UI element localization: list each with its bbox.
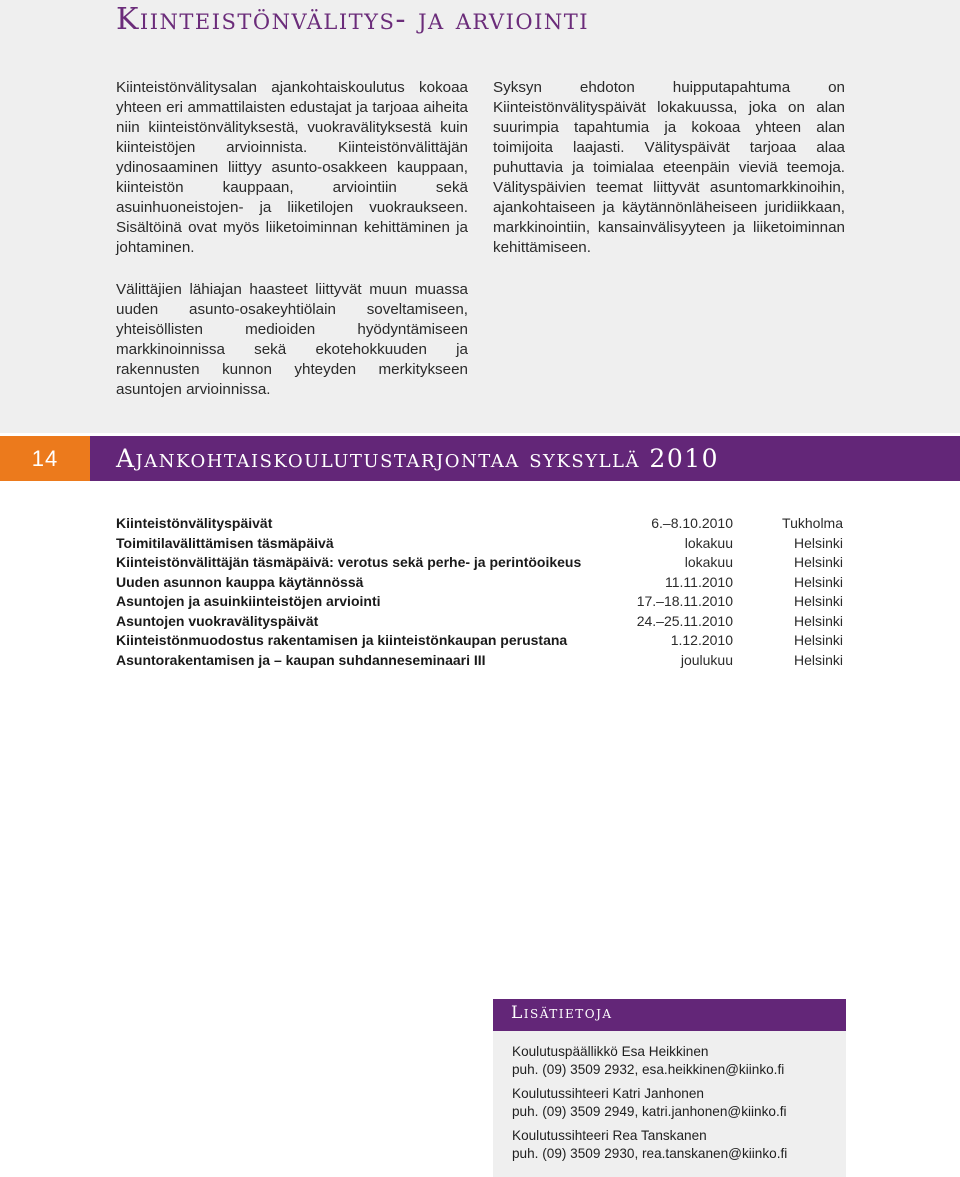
course-row	[116, 651, 846, 671]
contact-entry	[512, 1043, 846, 1078]
course-date: joulukuu	[680, 651, 733, 668]
course-place: Helsinki	[793, 573, 843, 590]
intro-left-column	[116, 78, 468, 400]
contact-details: puh. (09) 3509 2930, rea.tanskanen@kiinko.fi	[512, 1145, 788, 1161]
contact-entry	[512, 1085, 846, 1120]
course-row	[116, 573, 846, 593]
course-row	[116, 592, 846, 612]
section-header	[0, 436, 960, 481]
course-date: lokakuu	[684, 554, 733, 570]
contact-name: Koulutussihteeri Katri Janhonen	[512, 1086, 704, 1101]
section-title-bar	[90, 436, 960, 481]
course-place: Helsinki	[793, 632, 843, 648]
contact-name: Koulutuspäällikkö Esa Heikkinen	[512, 1044, 709, 1059]
course-name: Kiinteistönmuodostus rakentamisen ja kiinteistönkaupan perustana	[116, 632, 568, 648]
course-list	[116, 514, 846, 670]
course-place: Helsinki	[793, 612, 843, 629]
intro-paragraph: Välittäjien lähiajan haasteet liittyvät muun muassa uuden asunto-osakeyhtiölain soveltamiseen, yhteisöllisten medioiden hyödyntämiseen markkinoinnissa sekä ekotehokkuuden ja rakennusten kunnon yhteyden merkitykseen asuntojen arvioinnissa.	[116, 281, 468, 398]
course-place: Helsinki	[793, 554, 843, 570]
course-row	[116, 514, 846, 534]
course-date: 1.12.2010	[670, 632, 733, 648]
course-place: Helsinki	[793, 593, 843, 609]
course-row	[116, 553, 846, 573]
course-date: 24.–25.11.2010	[636, 612, 733, 629]
course-row	[116, 612, 846, 632]
course-date: lokakuu	[684, 534, 733, 551]
section-number: 14	[0, 436, 90, 481]
course-name: Toimitilavälittämisen täsmäpäivä	[116, 534, 334, 551]
section-title: Ajankohtaiskoulutustarjontaa syksyllä 2010	[116, 444, 720, 473]
contact-details: puh. (09) 3509 2949, katri.janhonen@kiinko.fi	[512, 1103, 787, 1119]
course-name: Uuden asunnon kauppa käytännössä	[116, 573, 364, 590]
course-name: Kiinteistönvälityspäivät	[116, 515, 273, 531]
course-name: Asuntorakentamisen ja – kaupan suhdanneseminaari III	[116, 651, 486, 668]
contact-info-box	[493, 999, 846, 1177]
contact-details: puh. (09) 3509 2932, esa.heikkinen@kiinko.fi	[512, 1061, 785, 1077]
intro-paragraph: Syksyn ehdoton huipputapahtuma on Kiinteistönvälityspäivät lokakuussa, joka on alan suurimpia tapahtumia ja kokoaa yhteen alan toimijoita laajasti. Välityspäivät tarjoaa alaa puhuttavia ja toimialaa eteenpäin vieviä teemoja. Välityspäivien teemat liittyvät asuntomarkkinoihin, ajankohtaiseen ja käytännönläheiseen juridiikkaan, markkinointiin, kansainvälisyyteen ja liiketoiminnan kehittämiseen.	[493, 79, 845, 256]
intro-right-column	[493, 78, 845, 258]
course-row	[116, 631, 846, 651]
course-date: 6.–8.10.2010	[651, 515, 733, 531]
course-date: 11.11.2010	[665, 573, 733, 590]
course-name: Asuntojen vuokravälityspäivät	[116, 612, 319, 629]
course-date: 17.–18.11.2010	[636, 593, 733, 609]
course-name: Kiinteistönvälittäjän täsmäpäivä: verotus sekä perhe- ja perintöoikeus	[116, 554, 582, 570]
course-row	[116, 534, 846, 554]
contact-entry	[512, 1127, 846, 1162]
intro-paragraph: Kiinteistönvälitysalan ajankohtaiskoulutus kokoaa yhteen eri ammattilaisten edustajat ja tarjoaa aiheita niin kiinteistönvälityksestä, vuokravälityksestä kuin kiinteistöjen arvioinnista. Kiinteistönvälittäjän ydinosaaminen liittyy asunto-osakkeen kauppaan, kiinteistön kauppaan, arviointiin sekä asuinhuoneistojen- ja liiketilojen vuokraukseen. Sisältöinä ovat myös liiketoiminnan kehittäminen ja johtaminen.	[116, 79, 468, 256]
course-place: Helsinki	[793, 651, 843, 668]
intro-section	[0, 0, 960, 433]
page-title: Kiinteistönvälitys- ja arviointi	[116, 2, 590, 37]
contact-info-title: Lisätietoja	[493, 999, 846, 1031]
contact-name: Koulutussihteeri Rea Tanskanen	[512, 1128, 707, 1143]
course-place: Tukholma	[782, 515, 843, 531]
contact-list	[493, 1031, 846, 1162]
course-name: Asuntojen ja asuinkiinteistöjen arviointi	[116, 593, 381, 609]
course-place: Helsinki	[793, 534, 843, 551]
